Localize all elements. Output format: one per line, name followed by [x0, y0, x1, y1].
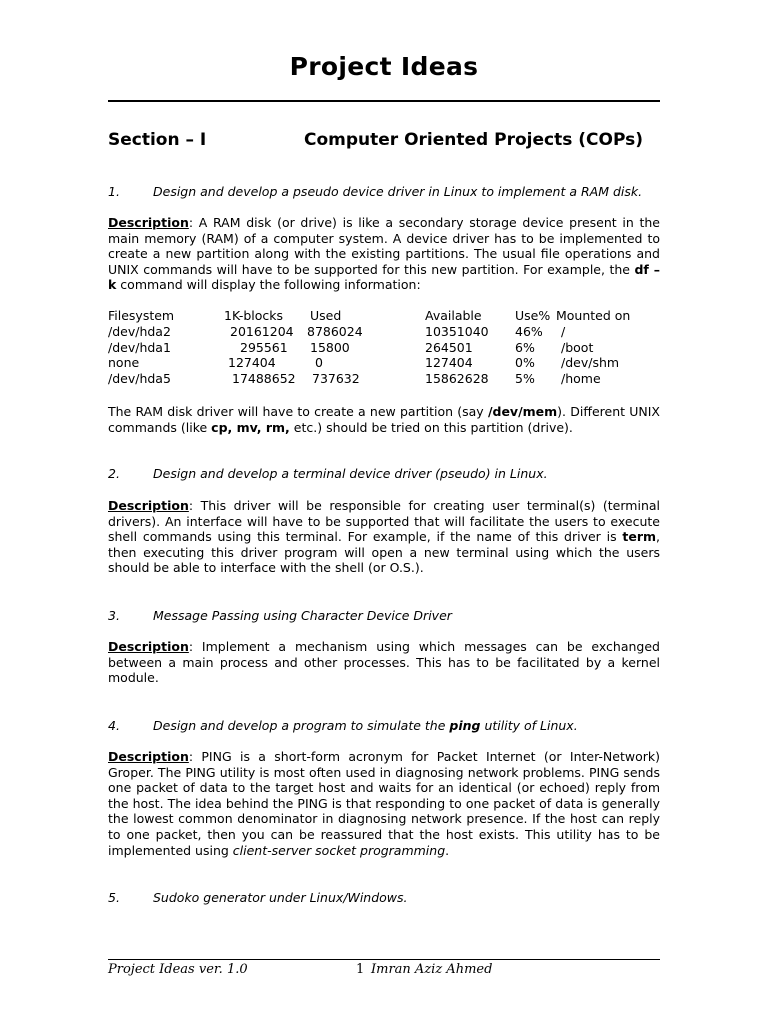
item-title: Design and develop a pseudo device driver in Linux to implement a RAM disk. [153, 184, 643, 199]
description-label: Description [108, 639, 189, 654]
column-header: 1K-blocks [224, 308, 284, 323]
table-row: none 127404 0 127404 0% /dev/shm [108, 355, 620, 371]
footer-rule [108, 959, 660, 960]
description-1-continued: The RAM disk driver will have to create a new partition (say /dev/mem). Different UNIX commands (like cp, mv, rm, etc.) should be tried on this partition (drive). [108, 404, 660, 435]
description-3: Description: Implement a mechanism using which messages can be exchanged between a main process and other processes. This has to be facilitated by a kernel module. [108, 639, 660, 686]
df-command: df –k [108, 261, 661, 293]
table-row: /dev/hda5 17488652 737632 15862628 5% /home [108, 371, 601, 387]
description-1: Description: A RAM disk (or drive) is like a secondary storage device present in the main memory (RAM) of a computer system. A device driver has to be implemented to create a new partition along with the existing partitions. The usual file operations and UNIX commands will have to be supported for this new partition. For example, the df –k command will display the following information: [108, 215, 661, 293]
page-title: Project Ideas [289, 52, 479, 81]
table-row: /dev/hda2 20161204 8786024 10351040 46% / [108, 323, 566, 339]
section-name: Computer Oriented Projects (COPs) [304, 130, 644, 150]
description-label: Description [108, 498, 189, 513]
column-header: Available [425, 308, 482, 323]
item-title: Sudoko generator under Linux/Windows. [153, 890, 408, 905]
item-number: 5. [108, 890, 120, 905]
column-header: Used [310, 308, 342, 323]
description-label: Description [108, 749, 189, 764]
table-row: /dev/hda1 295561 15800 264501 6% /boot [108, 339, 594, 355]
item-title: Design and develop a terminal device driver (pseudo) in Linux. [153, 466, 548, 481]
description-2: Description: This driver will be responsible for creating user terminal(s) (terminal drivers). An interface will have to be supported that will facilitate the users to execute shell commands using this terminal. For example, if the name of this driver is term, then executing this driver program will open a new terminal using which the users should be able to interface with the shell (or O.S.). [108, 498, 660, 576]
column-header: Mounted on [556, 308, 631, 323]
description-4: Description: PING is a short-form acronym for Packet Internet (or Inter-Network) Groper. The PING utility is most often used in diagnosing network problems. PING sends one packet of data to the target host and waits for an identical (or echoed) reply from the host. The idea behind the PING is that responding to one packet of data is generally the lowest common denominator in diagnosing network presence. If the host can reply to one packet, then you can be reassured that the host exists. This utility has to be implemented using client-server socket programming. [108, 749, 660, 858]
footer-doc-title: Project Ideas ver. 1.0 [108, 962, 248, 977]
item-number: 4. [108, 718, 120, 733]
df-output-table [108, 308, 660, 387]
section-number: Section – I [108, 130, 207, 150]
item-number: 3. [108, 608, 120, 623]
column-header: Use% [515, 308, 551, 323]
title-rule [108, 100, 660, 102]
column-header: Filesystem [108, 308, 175, 323]
item-number: 2. [108, 466, 120, 481]
footer-author: Imran Aziz Ahmed [371, 962, 493, 977]
document-page [108, 0, 660, 1024]
item-number: 1. [108, 184, 120, 199]
description-label: Description [108, 215, 189, 230]
item-title: Message Passing using Character Device Driver [153, 608, 452, 623]
item-title: Design and develop a program to simulate the ping utility of Linux. [153, 718, 578, 733]
table-header-row [108, 308, 660, 324]
page-number: 1 [356, 962, 365, 977]
